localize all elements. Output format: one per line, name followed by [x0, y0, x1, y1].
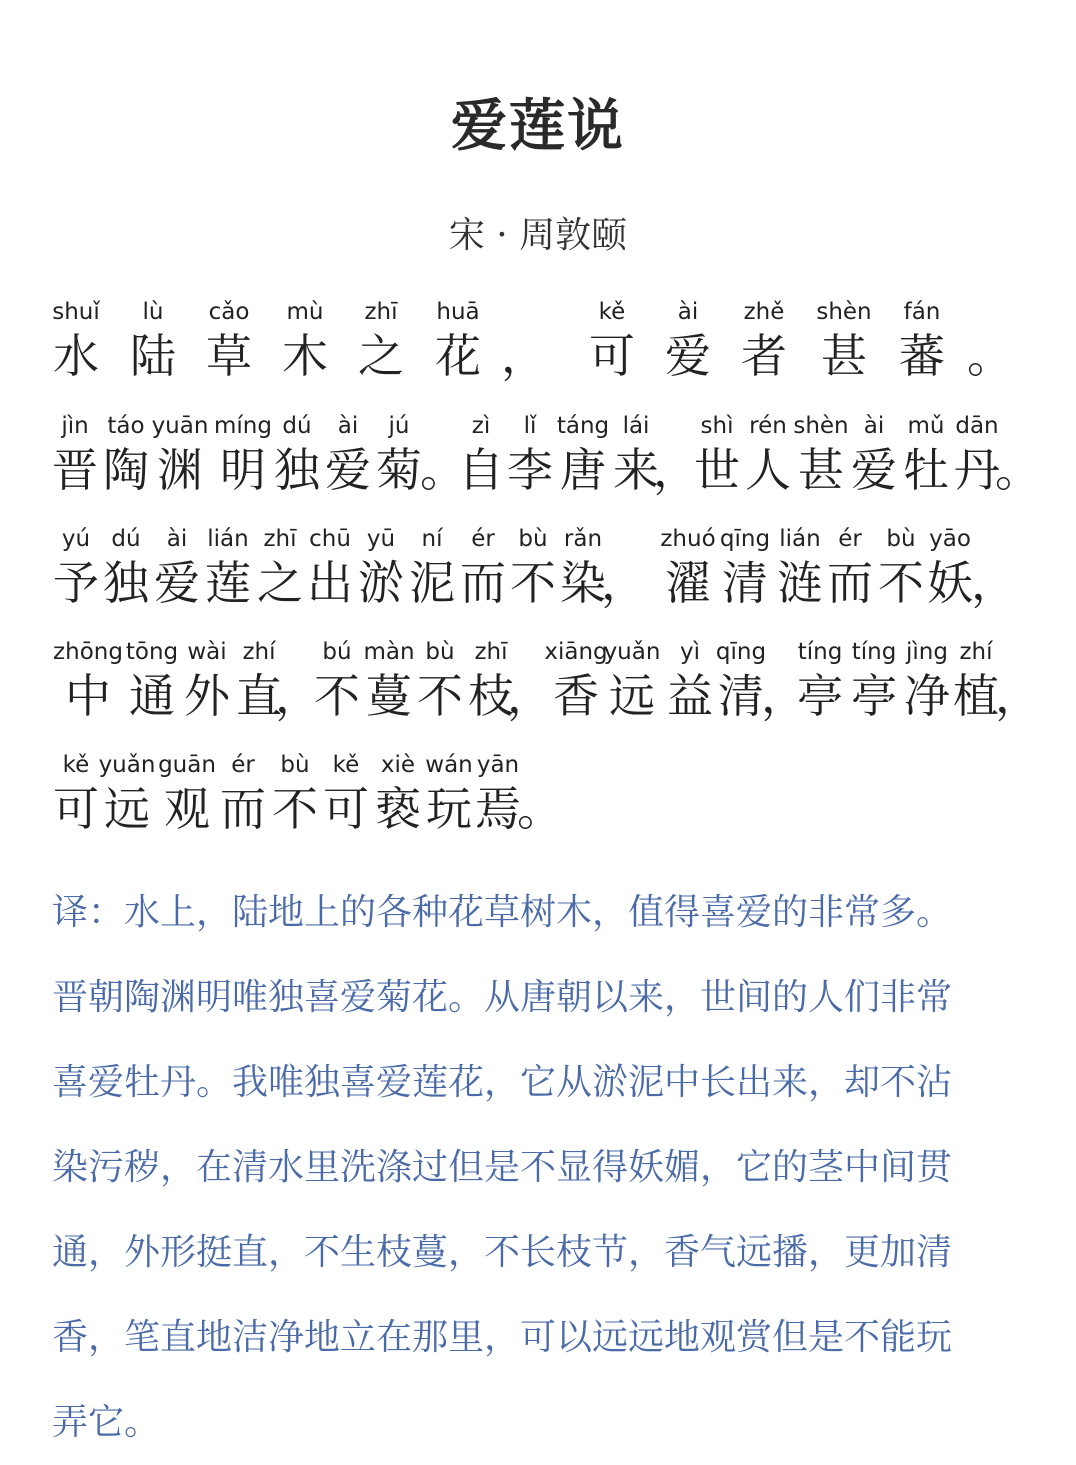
hanzi: 世: [694, 443, 740, 497]
hanzi: 枝: [468, 669, 514, 723]
pinyin: qīng: [719, 526, 771, 552]
pinyin: ér: [838, 526, 862, 552]
pinyin: shuǐ: [52, 299, 100, 325]
pinyin: fán: [903, 299, 941, 325]
hanzi: 而: [220, 782, 266, 836]
punctuation: ，: [275, 669, 321, 723]
hanzi: 泥: [409, 556, 455, 610]
hanzi: 不: [272, 782, 318, 836]
hanzi: 渊: [157, 443, 203, 497]
hanzi: 独: [274, 443, 320, 497]
poem-author: 宋 · 周敦颐: [448, 215, 628, 256]
pinyin: táng: [556, 413, 610, 439]
pinyin: jìn: [61, 413, 89, 439]
hanzi: 蕃: [899, 329, 945, 383]
pinyin: ér: [231, 752, 255, 778]
hanzi: 染: [560, 556, 606, 610]
pinyin: ài: [863, 413, 885, 439]
translation-line: 喜爱牡丹。我唯独喜爱莲花，它从淤泥中长出来，却不沾: [52, 1062, 953, 1103]
hanzi: 远: [609, 669, 655, 723]
pinyin: yì: [679, 639, 701, 665]
hanzi: 香: [553, 669, 599, 723]
pinyin: yuǎn: [98, 752, 156, 778]
hanzi: 花: [435, 329, 481, 383]
pinyin: yū: [366, 526, 396, 552]
pinyin: dú: [282, 413, 312, 439]
punctuation: 。: [420, 443, 466, 497]
hanzi: 亭: [797, 669, 843, 723]
hanzi: 净: [904, 669, 950, 723]
punctuation: ，: [507, 669, 553, 723]
hanzi: 淤: [358, 556, 404, 610]
hanzi: 不: [314, 669, 360, 723]
translation-line: 通，外形挺直，不生枝蔓，不长枝节，香气远播，更加清: [52, 1232, 953, 1273]
hanzi: 可: [589, 329, 635, 383]
hanzi: 李: [507, 443, 553, 497]
pinyin: wài: [187, 639, 227, 665]
poem-title: 爱莲说: [451, 94, 625, 159]
hanzi: 通: [129, 669, 175, 723]
hanzi: 之: [257, 556, 303, 610]
pinyin: mǔ: [907, 413, 945, 439]
pinyin: lǐ: [523, 413, 537, 439]
punctuation: 。: [995, 443, 1041, 497]
pinyin: dān: [955, 413, 999, 439]
pinyin: yuān: [151, 413, 209, 439]
hanzi: 濯: [665, 556, 711, 610]
hanzi: 来: [613, 443, 659, 497]
poem-line: [0, 638, 1076, 738]
pinyin: xiè: [380, 752, 416, 778]
hanzi: 之: [358, 329, 404, 383]
pinyin: míng: [214, 413, 272, 439]
pinyin: bù: [425, 639, 455, 665]
pinyin: wán: [425, 752, 473, 778]
hanzi: 清: [718, 669, 764, 723]
hanzi: 予: [53, 556, 99, 610]
pinyin: lián: [207, 526, 249, 552]
hanzi: 涟: [777, 556, 823, 610]
pinyin: zhī: [364, 299, 398, 325]
punctuation: ，: [995, 669, 1041, 723]
pinyin: shèn: [816, 299, 872, 325]
translation-line: 染污秽，在清水里洗涤过但是不显得妖媚，它的茎中间贯: [52, 1147, 953, 1188]
hanzi: 唐: [560, 443, 606, 497]
hanzi: 玩: [426, 782, 472, 836]
pinyin: zì: [471, 413, 491, 439]
hanzi: 亭: [851, 669, 897, 723]
hanzi: 爱: [851, 443, 897, 497]
pinyin: bú: [322, 639, 352, 665]
pinyin: zhí: [242, 639, 276, 665]
translation-line: 弄它。: [52, 1402, 161, 1443]
poem-line: [0, 525, 1076, 625]
pinyin: yú: [61, 526, 91, 552]
pinyin: màn: [363, 639, 415, 665]
hanzi: 可: [53, 782, 99, 836]
pinyin: mù: [286, 299, 324, 325]
pinyin: ài: [677, 299, 699, 325]
hanzi: 不: [510, 556, 556, 610]
punctuation: 。: [517, 782, 563, 836]
hanzi: 甚: [821, 329, 867, 383]
hanzi: 牡: [903, 443, 949, 497]
pinyin: lián: [779, 526, 821, 552]
hanzi: 直: [236, 669, 282, 723]
punctuation: ，: [653, 443, 699, 497]
pinyin: qīng: [715, 639, 767, 665]
hanzi: 晋: [52, 443, 98, 497]
pinyin: rǎn: [563, 526, 603, 552]
hanzi: 莲: [205, 556, 251, 610]
hanzi: 明: [220, 443, 266, 497]
pinyin: rén: [749, 413, 787, 439]
translation-line: 译：水上，陆地上的各种花草树木，值得喜爱的非常多。: [52, 892, 953, 933]
pinyin: zhī: [474, 639, 508, 665]
pinyin: guān: [158, 752, 216, 778]
pinyin: zhōng: [53, 639, 123, 665]
hanzi: 出: [307, 556, 353, 610]
pinyin: shèn: [793, 413, 849, 439]
pinyin: ài: [166, 526, 188, 552]
hanzi: 不: [417, 669, 463, 723]
hanzi: 木: [282, 329, 328, 383]
pinyin: tōng: [125, 639, 179, 665]
hanzi: 草: [206, 329, 252, 383]
pinyin: bù: [886, 526, 916, 552]
hanzi: 清: [722, 556, 768, 610]
hanzi: 陶: [103, 443, 149, 497]
pinyin: zhě: [743, 299, 785, 325]
translation-line: 晋朝陶渊明唯独喜爱菊花。从唐朝以来，世间的人们非常: [52, 977, 953, 1018]
hanzi: 独: [103, 556, 149, 610]
pinyin: ní: [421, 526, 443, 552]
hanzi: 观: [164, 782, 210, 836]
hanzi: 蔓: [366, 669, 412, 723]
pinyin: xiāng: [544, 639, 608, 665]
pinyin: tíng: [851, 639, 897, 665]
hanzi: 陆: [130, 329, 176, 383]
pinyin: jú: [388, 413, 410, 439]
hanzi: 甚: [798, 443, 844, 497]
hanzi: 焉: [475, 782, 521, 836]
pinyin: yāo: [929, 526, 971, 552]
pinyin: zhuó: [660, 526, 716, 552]
hanzi: 爱: [154, 556, 200, 610]
pinyin: lái: [622, 413, 650, 439]
hanzi: 而: [460, 556, 506, 610]
translation-block: [52, 870, 1032, 1465]
hanzi: 丹: [954, 443, 1000, 497]
hanzi: 而: [827, 556, 873, 610]
hanzi: 可: [323, 782, 369, 836]
pinyin: bù: [518, 526, 548, 552]
punctuation: ，: [601, 556, 647, 610]
punctuation: 。: [967, 329, 1013, 383]
pinyin: dú: [111, 526, 141, 552]
hanzi: 菊: [376, 443, 422, 497]
pinyin: kě: [598, 299, 626, 325]
hanzi: 不: [878, 556, 924, 610]
pinyin: ài: [337, 413, 359, 439]
hanzi: 亵: [375, 782, 421, 836]
punctuation: ，: [761, 669, 807, 723]
pinyin: yān: [476, 752, 520, 778]
pinyin: táo: [107, 413, 145, 439]
punctuation: ，: [501, 329, 547, 383]
pinyin: zhī: [263, 526, 297, 552]
translation-line: 香，笔直地洁净地立在那里，可以远远地观赏但是不能玩: [52, 1317, 953, 1358]
pinyin: jìng: [906, 639, 948, 665]
hanzi: 妖: [927, 556, 973, 610]
hanzi: 益: [667, 669, 713, 723]
pinyin: chū: [309, 526, 351, 552]
hanzi: 自: [458, 443, 504, 497]
pinyin: cǎo: [208, 299, 250, 325]
punctuation: ，: [971, 556, 1017, 610]
poem-line: [0, 412, 1076, 512]
pinyin: kě: [62, 752, 90, 778]
poem-line: [0, 751, 1076, 851]
hanzi: 爱: [325, 443, 371, 497]
pinyin: yuǎn: [603, 639, 661, 665]
pinyin: tíng: [797, 639, 843, 665]
hanzi: 植: [953, 669, 999, 723]
hanzi: 人: [745, 443, 791, 497]
pinyin: ér: [471, 526, 495, 552]
pinyin: bù: [280, 752, 310, 778]
hanzi: 中: [65, 669, 111, 723]
pinyin: zhí: [959, 639, 993, 665]
pinyin: huā: [436, 299, 480, 325]
hanzi: 爱: [665, 329, 711, 383]
poem-line: [0, 298, 1076, 398]
hanzi: 外: [184, 669, 230, 723]
pinyin: lù: [142, 299, 164, 325]
pinyin: kě: [332, 752, 360, 778]
hanzi: 者: [741, 329, 787, 383]
hanzi: 水: [53, 329, 99, 383]
pinyin: shì: [700, 413, 734, 439]
hanzi: 远: [104, 782, 150, 836]
